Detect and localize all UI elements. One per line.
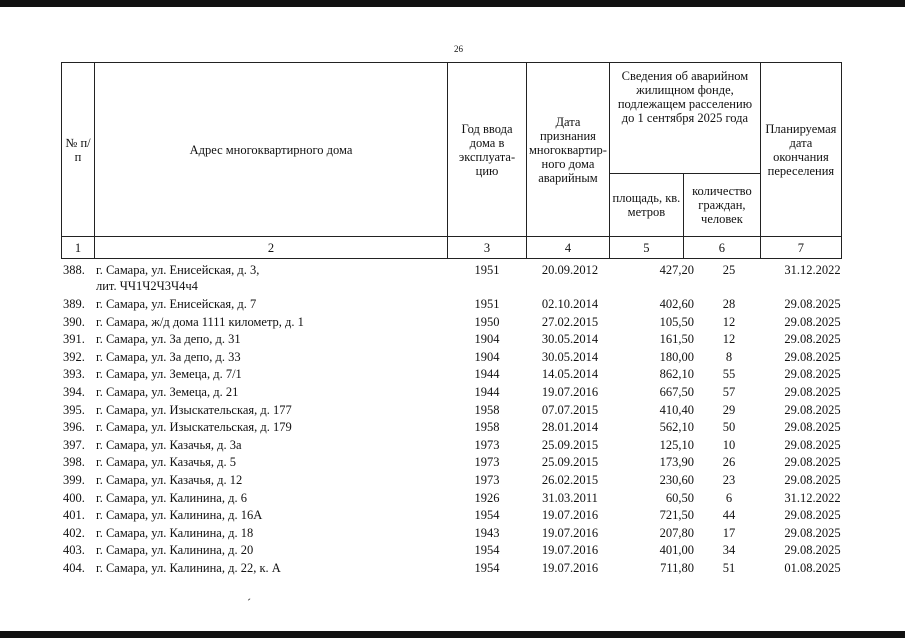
- table-row: [61, 384, 851, 402]
- row-area: 105,50: [659, 314, 694, 329]
- row-area: 161,50: [659, 332, 694, 347]
- header-col-area: площадь, кв. метров: [609, 174, 683, 237]
- row-date: 02.10.2014: [541, 297, 599, 311]
- row-year: 1904: [474, 349, 500, 364]
- row-number: 399.: [63, 472, 85, 487]
- row-end-date: 29.08.2025: [784, 297, 841, 311]
- row-area: 180,00: [659, 349, 694, 364]
- table-row: [61, 472, 851, 490]
- row-area: 427,20: [659, 263, 694, 277]
- header-col-group: Сведения об аварийном жилищном фонде, подлежащем расселению до 1 сентября 2025 года: [609, 63, 760, 174]
- row-date: 14.05.2014: [541, 367, 599, 382]
- row-count: 10: [722, 437, 736, 452]
- row-count: 8: [725, 349, 733, 364]
- row-end-date: 31.12.2022: [784, 490, 841, 505]
- header-col-end: Планируемая дата окончания переселения: [760, 63, 841, 237]
- row-area: 402,60: [659, 297, 694, 311]
- row-end-date: 31.12.2022: [784, 263, 841, 277]
- row-end-date: 29.08.2025: [784, 402, 841, 417]
- row-count: 34: [722, 543, 736, 558]
- row-address: г. Самара, ул. Казачья, д. 12: [96, 472, 243, 487]
- table-row: [61, 525, 851, 543]
- row-address: г. Самара, ул. Енисейская, д. 7: [96, 297, 257, 311]
- header-col-address: Адрес многоквартирного дома: [95, 63, 448, 237]
- row-end-date: 29.08.2025: [784, 349, 841, 364]
- row-address: г. Самара, ул. Земеца, д. 7/1: [96, 367, 242, 382]
- row-year: 1944: [474, 367, 500, 382]
- table-row: [61, 507, 851, 525]
- row-number: 393.: [63, 367, 85, 382]
- row-year: 1958: [474, 420, 500, 435]
- row-year: 1904: [474, 332, 500, 347]
- row-number: 400.: [63, 490, 85, 505]
- row-year: 1973: [474, 472, 500, 487]
- row-count: 28: [722, 297, 736, 311]
- row-address: г. Самара, ул. Изыскательская, д. 179: [96, 420, 292, 435]
- row-year: 1973: [474, 437, 500, 452]
- row-year: 1973: [474, 455, 500, 470]
- row-count: 55: [722, 367, 736, 382]
- row-address: г. Самара, ул. Калинина, д. 22, к. А: [96, 560, 281, 575]
- header-col-year: Год ввода дома в эксплуата- цию: [448, 63, 527, 237]
- row-end-date: 29.08.2025: [784, 455, 841, 470]
- row-year: 1926: [474, 490, 500, 505]
- row-number: 398.: [63, 455, 85, 470]
- row-address-line2: лит. ЧЧ1Ч2Ч3Ч4ч4: [96, 279, 198, 293]
- row-date: 25.09.2015: [541, 455, 599, 470]
- row-end-date: 29.08.2025: [784, 543, 841, 558]
- table-row: [61, 331, 851, 349]
- header-col-num: № п/п: [62, 63, 95, 237]
- row-area: 667,50: [659, 384, 694, 399]
- row-area: 173,90: [659, 455, 694, 470]
- row-count: 57: [722, 384, 736, 399]
- col-number-4: 4: [527, 237, 610, 259]
- row-area: 410,40: [659, 402, 694, 417]
- row-address: г. Самара, ул. Енисейская, д. 3,: [96, 263, 260, 277]
- col-number-7: 7: [760, 237, 841, 259]
- table-row: [61, 542, 851, 560]
- row-date: 19.07.2016: [541, 560, 599, 575]
- table-row: [61, 437, 851, 455]
- table-row: [61, 560, 851, 578]
- row-number: 390.: [63, 314, 85, 329]
- row-year: 1958: [474, 402, 500, 417]
- row-count: 50: [722, 420, 736, 435]
- table-row: [61, 296, 851, 314]
- col-number-5: 5: [609, 237, 683, 259]
- table-row: [61, 402, 851, 420]
- row-address: г. Самара, ул. Казачья, д. 3а: [96, 437, 242, 452]
- top-scan-border: [0, 0, 905, 7]
- row-date: 19.07.2016: [541, 543, 599, 558]
- row-area: 711,80: [660, 560, 694, 575]
- header-col-count: количество граждан, человек: [683, 174, 760, 237]
- row-address: г. Самара, ул. Изыскательская, д. 177: [96, 402, 292, 417]
- row-date: 20.09.2012: [541, 263, 599, 277]
- row-address: г. Самара, ул. Калинина, д. 20: [96, 543, 254, 558]
- col-number-3: 3: [448, 237, 527, 259]
- row-year: 1951: [474, 297, 500, 311]
- bottom-scan-border: [0, 631, 905, 638]
- row-end-date: 29.08.2025: [784, 472, 841, 487]
- row-address: г. Самара, ул. Калинина, д. 18: [96, 525, 254, 540]
- row-end-date: 29.08.2025: [784, 525, 841, 540]
- row-count: 44: [722, 508, 736, 523]
- row-number: 395.: [63, 402, 85, 417]
- row-number: 394.: [63, 384, 85, 399]
- scan-speck: ˊ: [247, 596, 251, 610]
- row-end-date: 29.08.2025: [784, 508, 841, 523]
- row-count: 23: [722, 472, 736, 487]
- table-row: [61, 314, 851, 332]
- row-number: 402.: [63, 525, 85, 540]
- row-area: 207,80: [659, 525, 694, 540]
- row-date: 19.07.2016: [541, 525, 599, 540]
- header-col-date: Дата признания многоквартир- ного дома аварийным: [527, 63, 610, 237]
- row-year: 1944: [474, 384, 500, 399]
- row-area: 125,10: [659, 437, 694, 452]
- table-row: [61, 454, 851, 472]
- row-number: 388.: [63, 263, 85, 277]
- row-year: 1951: [474, 263, 500, 277]
- row-address: г. Самара, ул. Калинина, д. 6: [96, 490, 247, 505]
- row-count: 29: [722, 402, 736, 417]
- row-year: 1950: [474, 314, 500, 329]
- row-count: 17: [722, 525, 736, 540]
- row-year: 1954: [474, 508, 500, 523]
- row-end-date: 29.08.2025: [784, 437, 841, 452]
- table-row: [61, 419, 851, 437]
- row-date: 27.02.2015: [541, 314, 599, 329]
- row-end-date: 01.08.2025: [784, 560, 841, 575]
- row-area: 721,50: [659, 508, 694, 523]
- table-row: [61, 490, 851, 508]
- row-year: 1954: [474, 543, 500, 558]
- col-number-6: 6: [683, 237, 760, 259]
- row-count: 6: [725, 490, 733, 505]
- row-count: 25: [722, 263, 736, 277]
- row-count: 12: [722, 314, 736, 329]
- row-area: 562,10: [659, 420, 694, 435]
- row-area: 60,50: [665, 490, 694, 505]
- row-end-date: 29.08.2025: [784, 367, 841, 382]
- row-end-date: 29.08.2025: [784, 384, 841, 399]
- row-area: 401,00: [659, 543, 694, 558]
- row-address: г. Самара, ул. Земеца, д. 21: [96, 384, 239, 399]
- table-row: [61, 366, 851, 384]
- row-number: 397.: [63, 437, 85, 452]
- row-address: г. Самара, ул. Калинина, д. 16А: [96, 508, 263, 523]
- page-number: 26: [454, 44, 463, 54]
- row-end-date: 29.08.2025: [784, 332, 841, 347]
- row-end-date: 29.08.2025: [784, 314, 841, 329]
- row-number: 404.: [63, 560, 85, 575]
- row-date: 30.05.2014: [541, 349, 599, 364]
- row-number: 401.: [63, 508, 85, 523]
- row-date: 07.07.2015: [541, 402, 599, 417]
- row-address: г. Самара, ул. Казачья, д. 5: [96, 455, 237, 470]
- row-number: 396.: [63, 420, 85, 435]
- col-number-1: 1: [62, 237, 95, 259]
- row-count: 12: [722, 332, 736, 347]
- row-date: 25.09.2015: [541, 437, 599, 452]
- row-date: 28.01.2014: [541, 420, 599, 435]
- row-end-date: 29.08.2025: [784, 420, 841, 435]
- row-area: 230,60: [659, 472, 694, 487]
- row-number: 391.: [63, 332, 85, 347]
- row-date: 30.05.2014: [541, 332, 599, 347]
- row-count: 51: [722, 560, 736, 575]
- table-row: [61, 262, 851, 296]
- table-header: [61, 62, 842, 259]
- table-body: [61, 262, 851, 578]
- row-date: 31.03.2011: [542, 490, 598, 505]
- row-date: 19.07.2016: [541, 508, 599, 523]
- row-address: г. Самара, ул. За депо, д. 31: [96, 332, 241, 347]
- table-row: [61, 349, 851, 367]
- row-year: 1943: [474, 525, 500, 540]
- row-number: 403.: [63, 543, 85, 558]
- col-number-2: 2: [95, 237, 448, 259]
- row-address: г. Самара, ул. За депо, д. 33: [96, 349, 241, 364]
- row-date: 26.02.2015: [541, 472, 599, 487]
- row-count: 26: [722, 455, 736, 470]
- row-area: 862,10: [659, 367, 694, 382]
- row-number: 389.: [63, 297, 85, 311]
- row-date: 19.07.2016: [541, 384, 599, 399]
- row-address: г. Самара, ж/д дома 1111 километр, д. 1: [96, 314, 304, 329]
- row-year: 1954: [474, 560, 500, 575]
- row-number: 392.: [63, 349, 85, 364]
